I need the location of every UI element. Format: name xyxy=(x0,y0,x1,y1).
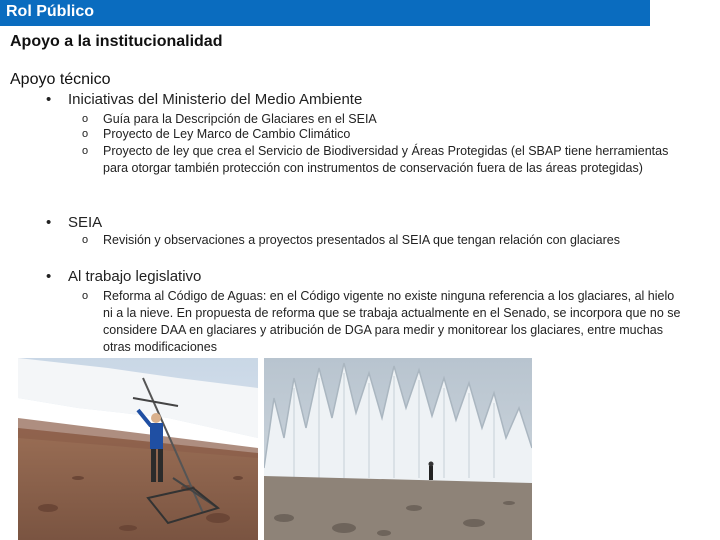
sub-item-text: Guía para la Descripción de Glaciares en el SEIA xyxy=(103,112,377,126)
photo-glacier-station xyxy=(18,358,258,540)
bullet-label: SEIA xyxy=(68,214,103,231)
sub-marker: o xyxy=(82,128,89,140)
sub-marker: o xyxy=(82,290,89,302)
sub-item xyxy=(82,126,682,143)
bullet-marker: • xyxy=(46,214,52,231)
header-bar xyxy=(0,0,650,26)
sub-item-text: Revisión y observaciones a proyectos presentados al SEIA que tengan relación con glaciares xyxy=(103,233,620,247)
sub-item-text: Proyecto de Ley Marco de Cambio Climático xyxy=(103,127,351,141)
sub-marker: o xyxy=(82,145,89,157)
sub-item xyxy=(82,143,682,177)
header-title: Rol Público xyxy=(6,3,94,20)
sub-marker: o xyxy=(82,113,89,125)
sub-item xyxy=(82,232,682,249)
bullet-marker: • xyxy=(46,91,52,108)
section-title: Apoyo técnico xyxy=(10,71,111,88)
bullet-marker: • xyxy=(46,268,52,285)
photo-penitentes xyxy=(264,358,532,540)
bullet-label: Iniciativas del Ministerio del Medio Ambiente xyxy=(68,91,363,108)
sub-marker: o xyxy=(82,234,89,246)
sub-item-text: Reforma al Código de Aguas: en el Código vigente no existe ninguna referencia a los glaciares, al hielo ni a la nieve. En propuesta de reforma que se trabaja actualmente en el Senado, se incorpora que no se considere DAA en glaciares y atribución de DGA para medir y monitorear los glaciares, entre muchas otras modificaciones xyxy=(103,289,681,354)
sub-item xyxy=(82,288,682,356)
bullet-label: Al trabajo legislativo xyxy=(68,268,202,285)
subtitle: Apoyo a la institucionalidad xyxy=(10,33,223,50)
sub-item-text: Proyecto de ley que crea el Servicio de Biodiversidad y Áreas Protegidas (el SBAP tiene herramientas para otorgar también protección con instrumentos de conservación fuera de las áreas protegidas) xyxy=(103,144,669,175)
